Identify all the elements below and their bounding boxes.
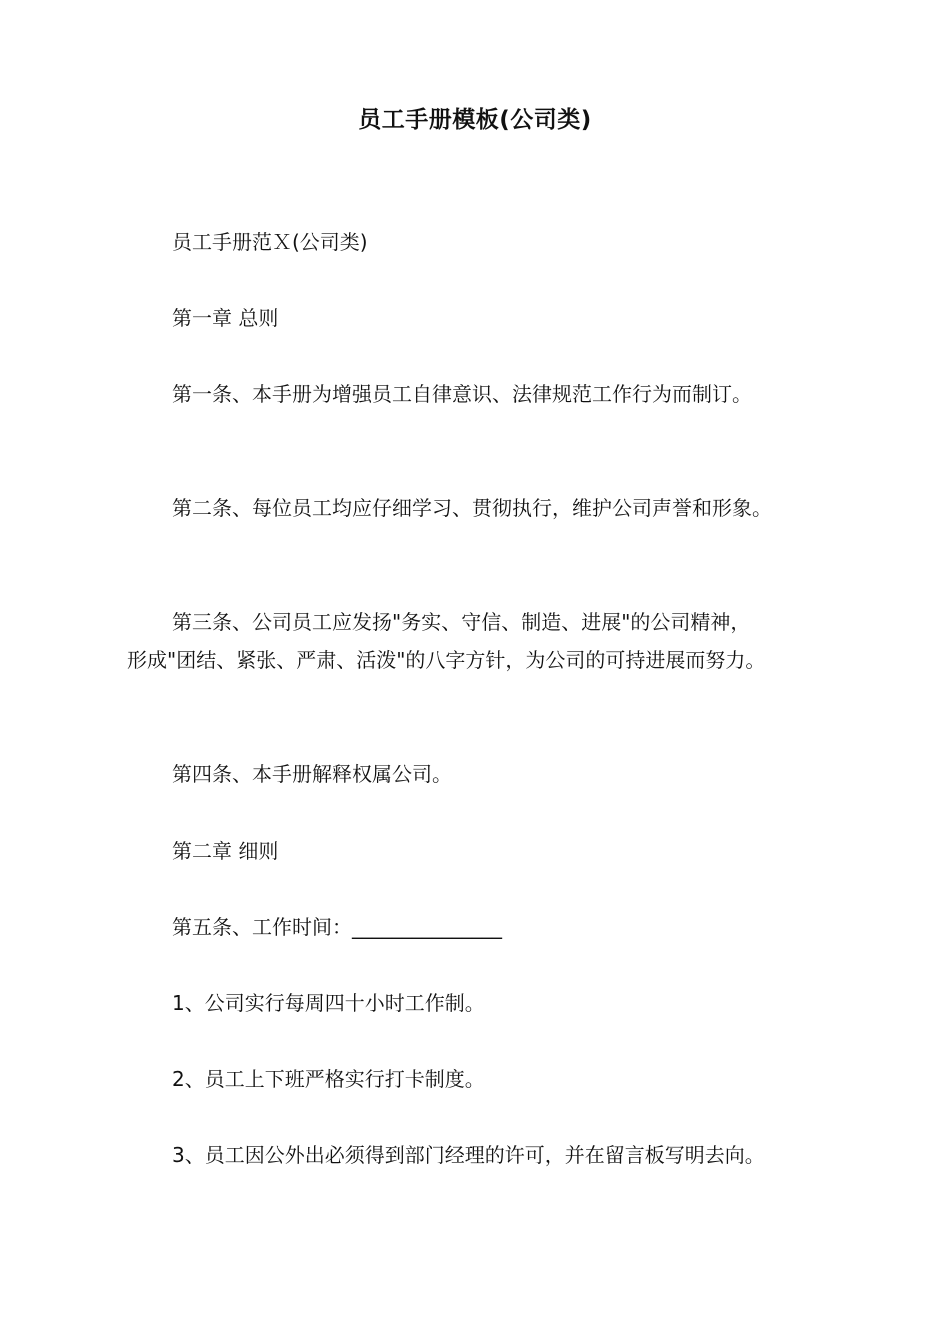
chapter-heading-1: 第一章 总则 <box>172 306 279 330</box>
article-paragraph-2: 第二条、每位员工均应仔细学习、贯彻执行，维护公司声誉和形象。 <box>172 496 772 520</box>
article-paragraph-4: 第四条、本手册解释权属公司。 <box>172 762 452 786</box>
article-paragraph-3-line-2: 形成"团结、紧张、严肃、活泼"的八字方针，为公司的可持进展而努力。 <box>127 648 766 672</box>
article-paragraph-3-line-1: 第三条、公司员工应发扬"务实、守信、制造、进展"的公司精神， <box>172 610 751 634</box>
chapter-heading-2: 第二章 细则 <box>172 839 279 863</box>
list-item-2: 2、员工上下班严格实行打卡制度。 <box>172 1067 485 1091</box>
document-title: 员工手册模板(公司类) <box>358 107 592 133</box>
subtitle-paragraph: 员工手册范Ｘ(公司类) <box>172 230 368 254</box>
article-paragraph-1: 第一条、本手册为增强员工自律意识、法律规范工作行为而制订。 <box>172 382 752 406</box>
list-item-1: 1、公司实行每周四十小时工作制。 <box>172 991 485 1015</box>
list-item-3: 3、员工因公外出必须得到部门经理的许可，并在留言板写明去向。 <box>172 1143 765 1167</box>
article-paragraph-5: 第五条、工作时间：_______________ <box>172 915 502 939</box>
